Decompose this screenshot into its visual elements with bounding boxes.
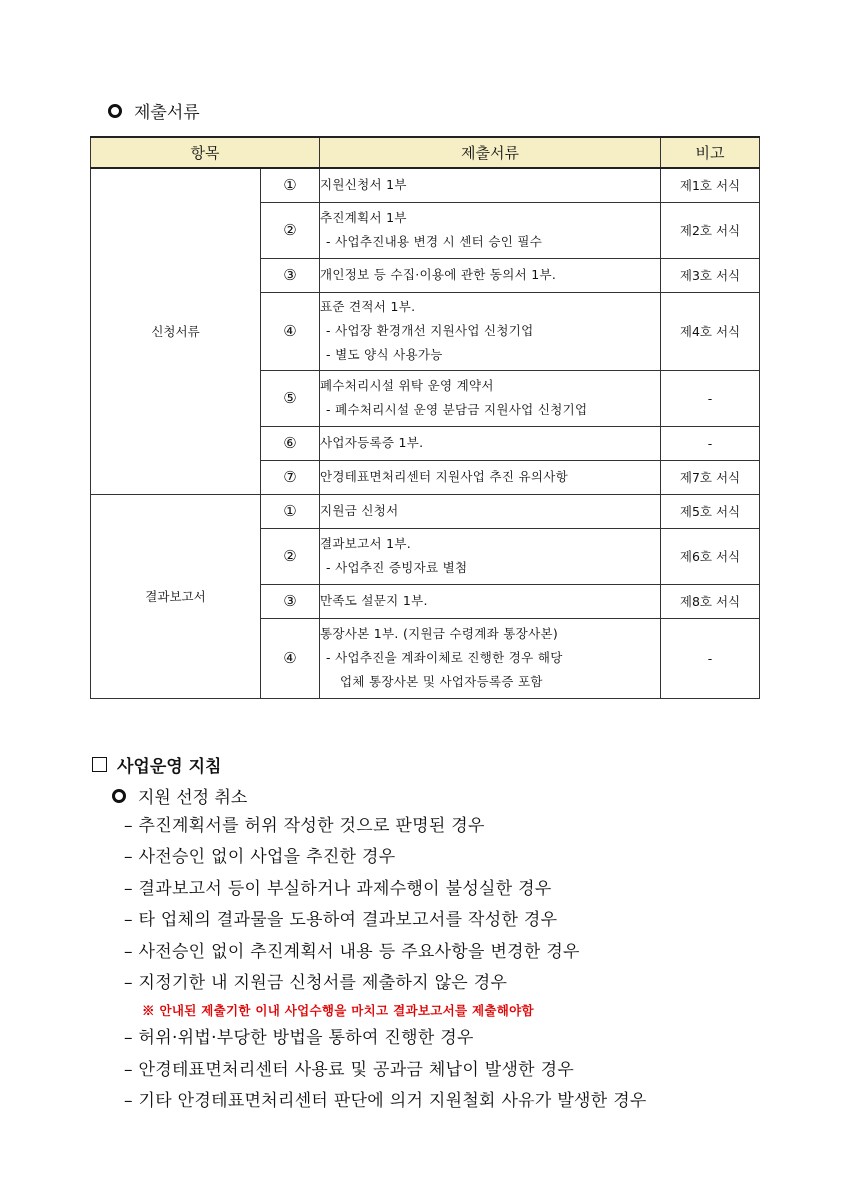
document-line: - 폐수처리시설 운영 분담금 지원사업 신청기업 — [326, 402, 588, 417]
document-line: 안경테표면처리센터 지원사업 추진 유의사항 — [320, 469, 568, 484]
document-cell — [320, 426, 661, 460]
list-item: – 안경테표면처리센터 사용료 및 공과금 체납이 발생한 경우 — [124, 1059, 575, 1080]
document-line: - 사업추진 증빙자료 별첨 — [326, 560, 468, 575]
document-line: 지원금 신청서 — [320, 503, 399, 518]
header-item: 항목 — [91, 137, 320, 168]
section-operation-heading — [92, 752, 221, 777]
list-item: – 추진계획서를 허위 작성한 것으로 판명된 경우 — [124, 816, 485, 836]
header-docs: 제출서류 — [320, 137, 661, 168]
document-line: 사업자등록증 1부. — [320, 435, 424, 450]
section-submission-title: 제출서류 — [134, 103, 200, 123]
document-line: - 사업추진내용 변경 시 센터 승인 필수 — [326, 234, 543, 249]
document-cell — [320, 370, 661, 426]
warning-note: ※ 안내된 제출기한 이내 사업수행을 마치고 결과보고서를 제출해야함 — [142, 1003, 534, 1019]
note-cell: - — [661, 370, 760, 426]
circle-bullet-icon — [112, 789, 126, 803]
document-line: - 사업추진을 계좌이체로 진행한 경우 해당 — [326, 650, 563, 665]
document-line: 지원신청서 1부 — [320, 177, 407, 193]
table-row — [91, 168, 760, 202]
item-number-cell: ⑦ — [261, 460, 320, 494]
note-cell: 제3호 서식 — [661, 258, 760, 292]
document-line: 표준 견적서 1부. — [320, 299, 416, 314]
cancel-conditions-list — [124, 814, 647, 1121]
note-cell: - — [661, 618, 760, 698]
item-number-cell: ① — [261, 168, 320, 202]
document-line: 업체 통장사본 및 사업자등록증 포함 — [340, 674, 543, 689]
note-cell: 제4호 서식 — [661, 292, 760, 370]
document-line: - 사업장 환경개선 지원사업 신청기업 — [326, 323, 534, 338]
item-number-cell: ④ — [261, 292, 320, 370]
document-line: 폐수처리시설 위탁 운영 계약서 — [320, 378, 494, 393]
document-cell — [320, 258, 661, 292]
item-number-cell: ② — [261, 202, 320, 258]
document-cell — [320, 618, 661, 698]
note-cell: 제1호 서식 — [661, 168, 760, 202]
list-item: – 기타 안경테표면처리센터 판단에 의거 지원철회 사유가 발생한 경우 — [124, 1091, 647, 1112]
document-line: 개인정보 등 수집·이용에 관한 동의서 1부. — [320, 267, 557, 282]
document-cell — [320, 460, 661, 494]
item-number-cell: ③ — [261, 258, 320, 292]
subsection-cancel-title: 지원 선정 취소 — [138, 788, 248, 808]
document-line: 추진계획서 1부 — [320, 210, 407, 225]
item-number-cell: ④ — [261, 618, 320, 698]
document-line: 만족도 설문지 1부. — [320, 593, 428, 608]
list-item: – 사전승인 없이 사업을 추진한 경우 — [124, 847, 396, 868]
table-header-row — [91, 137, 760, 168]
document-cell — [320, 168, 661, 202]
list-item: – 타 업체의 결과물을 도용하여 결과보고서를 작성한 경우 — [124, 910, 558, 931]
circle-bullet-icon — [108, 104, 122, 118]
list-item: – 지정기한 내 지원금 신청서를 제출하지 않은 경우 — [124, 972, 508, 993]
note-cell: 제6호 서식 — [661, 528, 760, 584]
list-item: – 결과보고서 등이 부실하거나 과제수행이 불성실한 경우 — [124, 878, 552, 899]
document-cell — [320, 292, 661, 370]
document-line: 통장사본 1부. (지원금 수령계좌 통장사본) — [320, 626, 558, 641]
item-number-cell: ① — [261, 494, 320, 528]
note-cell: 제8호 서식 — [661, 584, 760, 618]
section-operation-title: 사업운영 지침 — [117, 757, 222, 777]
item-number-cell: ⑥ — [261, 426, 320, 460]
note-cell: 제5호 서식 — [661, 494, 760, 528]
document-line: 결과보고서 1부. — [320, 536, 412, 551]
document-cell — [320, 528, 661, 584]
table-row — [91, 494, 760, 528]
submission-documents-table — [90, 136, 760, 699]
item-number-cell: ② — [261, 528, 320, 584]
note-cell: - — [661, 426, 760, 460]
item-number-cell: ③ — [261, 584, 320, 618]
document-cell — [320, 202, 661, 258]
category-cell: 결과보고서 — [91, 494, 261, 698]
note-cell: 제7호 서식 — [661, 460, 760, 494]
note-cell: 제2호 서식 — [661, 202, 760, 258]
subsection-cancel-heading — [112, 783, 247, 808]
category-cell: 신청서류 — [91, 168, 261, 494]
document-cell — [320, 494, 661, 528]
header-note: 비고 — [661, 137, 760, 168]
document-cell — [320, 584, 661, 618]
list-item: – 허위·위법·부당한 방법을 통하여 진행한 경우 — [124, 1028, 474, 1049]
section-submission-heading — [108, 98, 200, 123]
item-number-cell: ⑤ — [261, 370, 320, 426]
list-item: – 사전승인 없이 추진계획서 내용 등 주요사항을 변경한 경우 — [124, 941, 580, 962]
square-bullet-icon — [92, 757, 107, 772]
document-line: - 별도 양식 사용가능 — [326, 347, 443, 362]
